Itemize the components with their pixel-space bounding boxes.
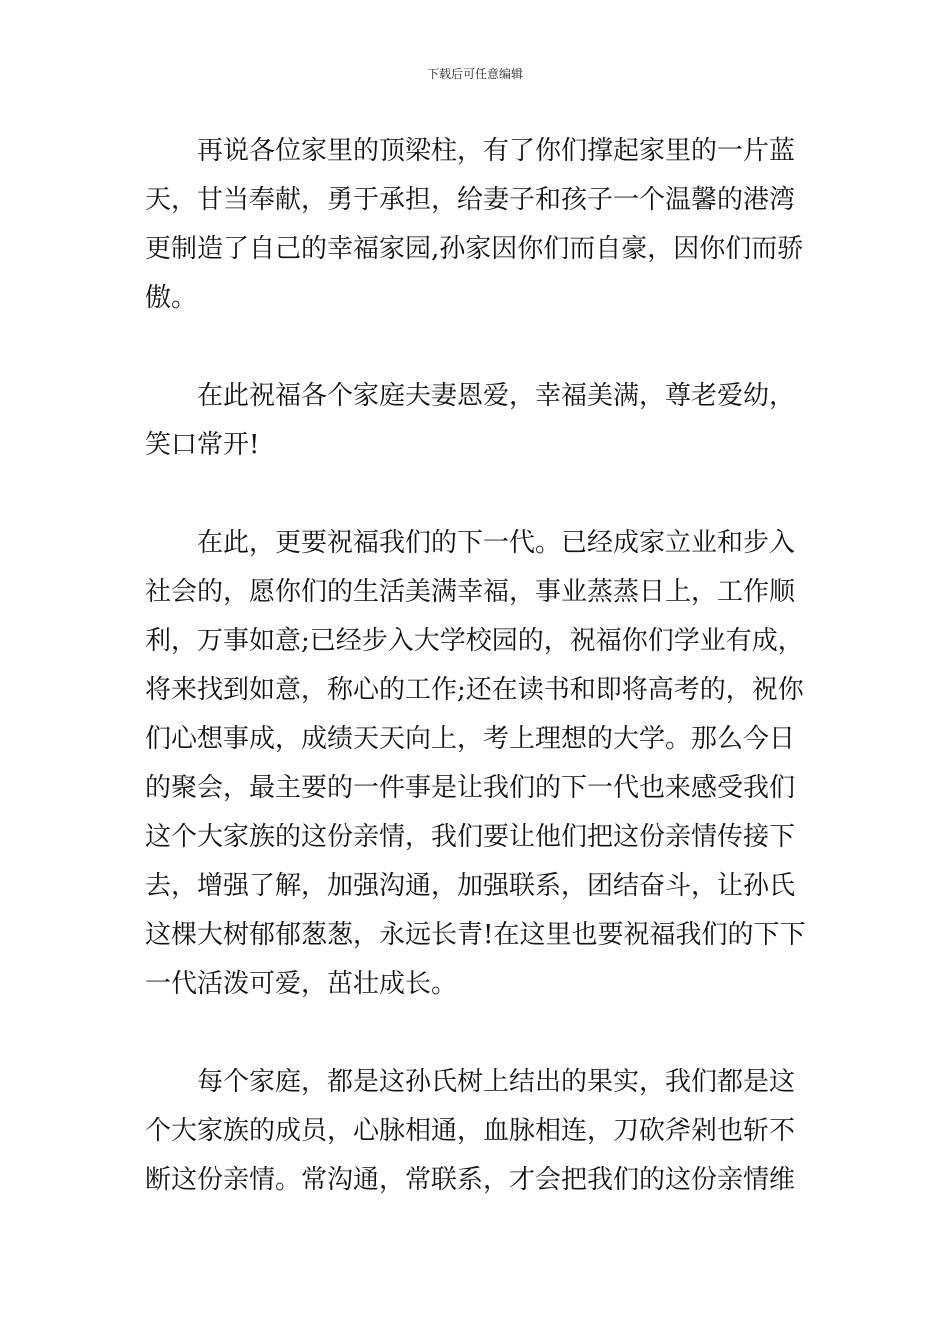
paragraph-line: 社会的，愿你们的生活美满幸福，事业蒸蒸日上，工作顺 — [145, 577, 796, 607]
page-header-note: 下载后可任意编辑 — [426, 67, 523, 81]
paragraph-line: 这个大家族的这份亲情，我们要让他们把这份亲情传接下 — [145, 822, 796, 852]
paragraph-line: 在此祝福各个家庭夫妻恩爱，幸福美满，尊老爱幼， — [197, 381, 796, 411]
paragraph-line: 一代活泼可爱，茁壮成长。 — [145, 969, 458, 999]
paragraph-spacer — [145, 323, 810, 372]
paragraph-3 — [145, 519, 810, 1009]
paragraph-line: 再说各位家里的顶梁柱，有了你们撑起家里的一片蓝 — [197, 136, 796, 166]
paragraph-spacer — [145, 1009, 810, 1058]
paragraph-spacer — [145, 470, 810, 519]
paragraph-line: 这棵大树郁郁葱葱，永远长青!在这里也要祝福我们的下下 — [145, 920, 806, 950]
paragraph-line: 天，甘当奉献，勇于承担，给妻子和孩子一个温馨的港湾 — [145, 185, 796, 215]
paragraph-line: 们心想事成，成绩天天向上，考上理想的大学。那么今日 — [145, 724, 796, 754]
paragraph-2 — [145, 372, 810, 470]
paragraph-4 — [145, 1058, 810, 1205]
paragraph-line: 在此，更要祝福我们的下一代。已经成家立业和步入 — [197, 528, 796, 558]
paragraph-line: 更制造了自己的幸福家园,孙家因你们而自豪，因你们而骄 — [145, 234, 804, 264]
paragraph-line: 去，增强了解，加强沟通，加强联系，团结奋斗，让孙氏 — [145, 871, 796, 901]
paragraph-line: 个大家族的成员，心脉相通，血脉相连，刀砍斧剁也斩不 — [145, 1116, 796, 1146]
paragraph-line: 断这份亲情。常沟通，常联系，才会把我们的这份亲情维 — [145, 1165, 796, 1195]
document-body — [145, 127, 810, 1205]
paragraph-line: 将来找到如意，称心的工作;还在读书和即将高考的，祝你 — [145, 675, 804, 705]
paragraph-line: 笑口常开! — [145, 430, 260, 460]
paragraph-line: 利，万事如意;已经步入大学校园的，祝福你们学业有成， — [145, 626, 804, 656]
paragraph-line: 的聚会，最主要的一件事是让我们的下一代也来感受我们 — [145, 773, 796, 803]
paragraph-line: 傲。 — [145, 283, 198, 313]
paragraph-line: 每个家庭，都是这孙氏树上结出的果实，我们都是这 — [197, 1067, 796, 1097]
paragraph-1 — [145, 127, 810, 323]
